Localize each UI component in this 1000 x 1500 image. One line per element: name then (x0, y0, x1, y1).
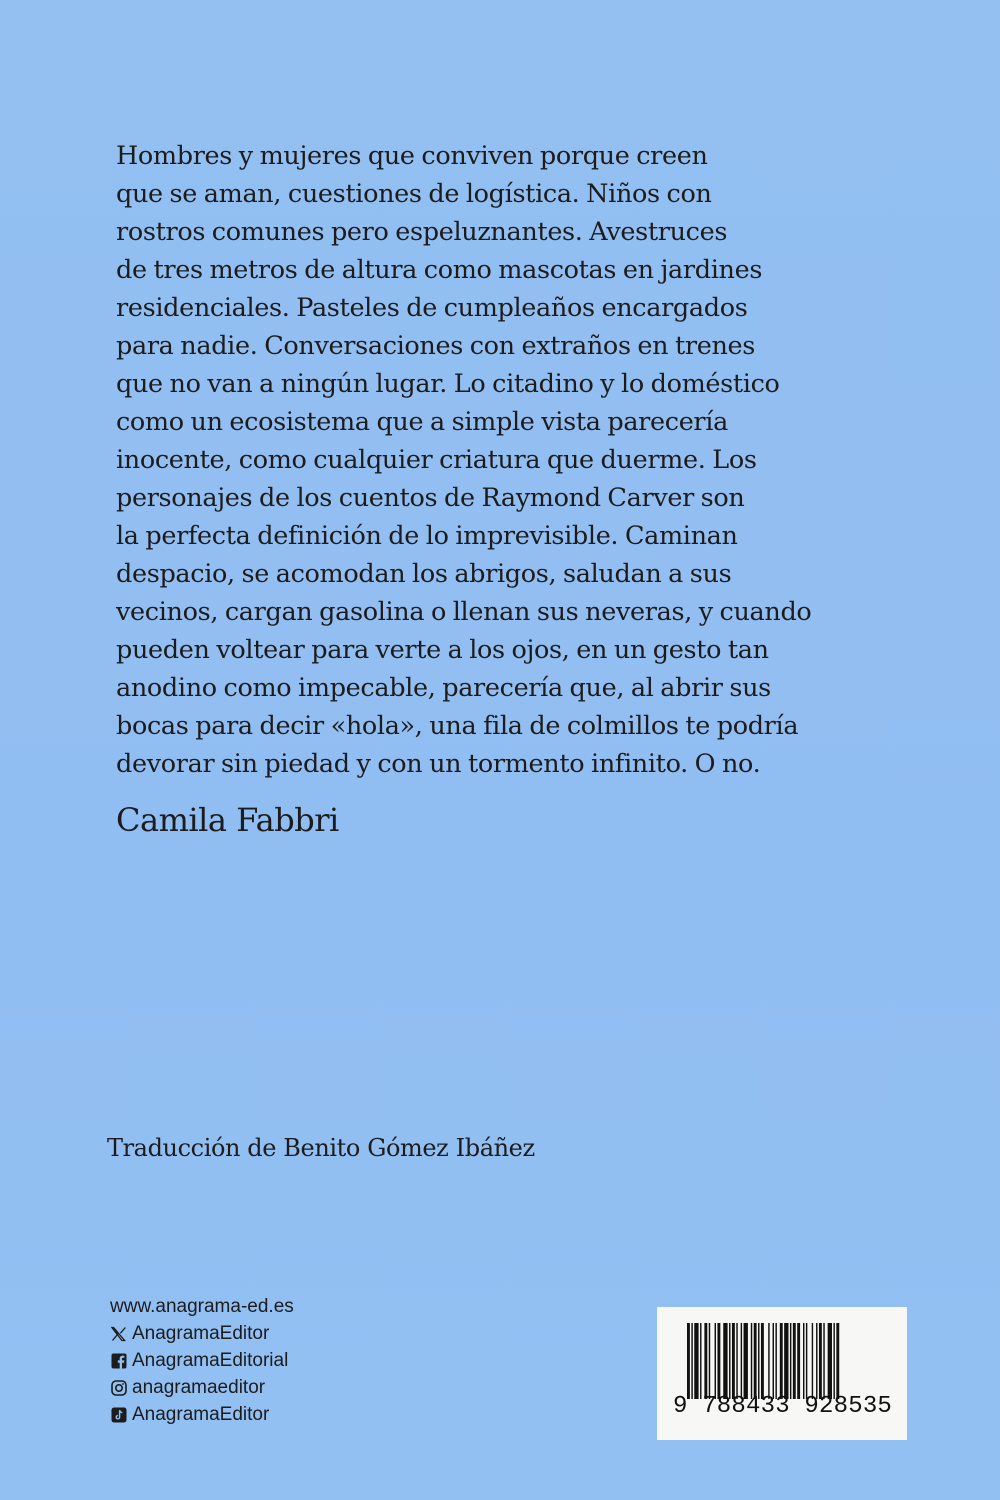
blurb-line: que se aman, cuestiones de logística. Niños con (116, 179, 712, 209)
facebook-handle-link[interactable]: AnagramaEditorial (132, 1350, 289, 1371)
barcode-bar (704, 1323, 707, 1399)
blurb-line: inocente, como cualquier criatura que duerme. Los (116, 445, 757, 475)
website-row (110, 1293, 294, 1320)
barcode-bar (773, 1323, 774, 1399)
barcode-bar (744, 1323, 748, 1399)
barcode-bar (819, 1323, 822, 1399)
barcode-bar (694, 1323, 698, 1399)
blurb-line: pueden voltear para verte a los ojos, en un gesto tan (116, 635, 769, 665)
x-icon (110, 1325, 128, 1343)
instagram-row (110, 1374, 294, 1401)
blurb-author: Camila Fabbri (116, 801, 339, 839)
blurb-text (116, 137, 816, 783)
blurb-line: Hombres y mujeres que conviven porque creen (116, 141, 708, 171)
blurb-line: la perfecta definición de lo imprevisible. Caminan (116, 521, 738, 551)
x-row (110, 1320, 294, 1347)
barcode-bar (758, 1323, 759, 1399)
blurb-line: personajes de los cuentos de Raymond Carver son (116, 483, 745, 513)
barcode-bar (812, 1323, 813, 1399)
x-handle-link[interactable]: AnagramaEditor (132, 1323, 270, 1344)
barcode-bar (775, 1323, 776, 1399)
barcode-bar (780, 1323, 783, 1399)
tiktok-icon (110, 1406, 128, 1424)
website-link[interactable]: www.anagrama-ed.es (110, 1296, 294, 1317)
barcode-graphic (687, 1323, 883, 1403)
barcode-bar (761, 1323, 764, 1399)
barcode-bar (732, 1323, 735, 1399)
barcode-bar (768, 1323, 769, 1399)
blurb-line: para nadie. Conversaciones con extraños en trenes (116, 331, 756, 361)
blurb-line: residenciales. Pasteles de cumpleaños encargados (116, 293, 748, 323)
instagram-icon (110, 1379, 128, 1397)
barcode-bar (793, 1323, 796, 1399)
barcode-bar (700, 1323, 701, 1399)
blurb-line: bocas para decir «hola», una fila de colmillos te podría (116, 711, 799, 741)
barcode-bar (803, 1323, 804, 1399)
tiktok-row (110, 1401, 294, 1428)
instagram-handle-link[interactable]: anagramaeditor (132, 1377, 266, 1398)
blurb-line: rostros comunes pero espeluznantes. Avestruces (116, 217, 728, 247)
barcode-bar (723, 1323, 727, 1399)
isbn-barcode-label (657, 1307, 907, 1440)
barcode-bar (833, 1323, 834, 1399)
blurb-line: que no van a ningún lugar. Lo citadino y lo doméstico (116, 369, 780, 399)
barcode-bar (806, 1323, 807, 1399)
barcode-bar (709, 1323, 710, 1399)
publisher-social-links (110, 1293, 294, 1428)
barcode-bar (828, 1323, 832, 1399)
barcode-bar (754, 1323, 757, 1399)
blurb-line: como un ecosistema que a simple vista parecería (116, 407, 728, 437)
barcode-bar (729, 1323, 730, 1399)
blurb-line: despacio, se acomodan los abrigos, saludan a sus (116, 559, 732, 589)
barcode-bar (784, 1323, 788, 1399)
facebook-icon (110, 1352, 128, 1370)
blurb-line: devorar sin piedad y con un tormento infinito. O no. (116, 749, 761, 779)
barcode-bar (751, 1323, 752, 1399)
barcode-bar (797, 1323, 800, 1399)
facebook-row (110, 1347, 294, 1374)
barcode-bar (741, 1323, 742, 1399)
isbn-number: 9 788433 928535 (673, 1393, 893, 1420)
barcode-bar (816, 1323, 817, 1399)
barcode-bar (687, 1323, 690, 1399)
blurb-line: de tres metros de altura como mascotas en jardines (116, 255, 763, 285)
barcode-bar (736, 1323, 737, 1399)
tiktok-handle-link[interactable]: AnagramaEditor (132, 1404, 270, 1425)
barcode-bar (790, 1323, 791, 1399)
barcode-bar (717, 1323, 720, 1399)
translation-credit: Traducción de Benito Gómez Ibáñez (107, 1134, 535, 1162)
barcode-bar (836, 1323, 839, 1399)
blurb-line: anodino como impecable, parecería que, al abrir sus (116, 673, 771, 703)
blurb-line: vecinos, cargan gasolina o llenan sus neveras, y cuando (116, 597, 812, 627)
barcode-bar (691, 1323, 692, 1399)
barcode-bar (823, 1323, 824, 1399)
barcode-bar (715, 1323, 716, 1399)
